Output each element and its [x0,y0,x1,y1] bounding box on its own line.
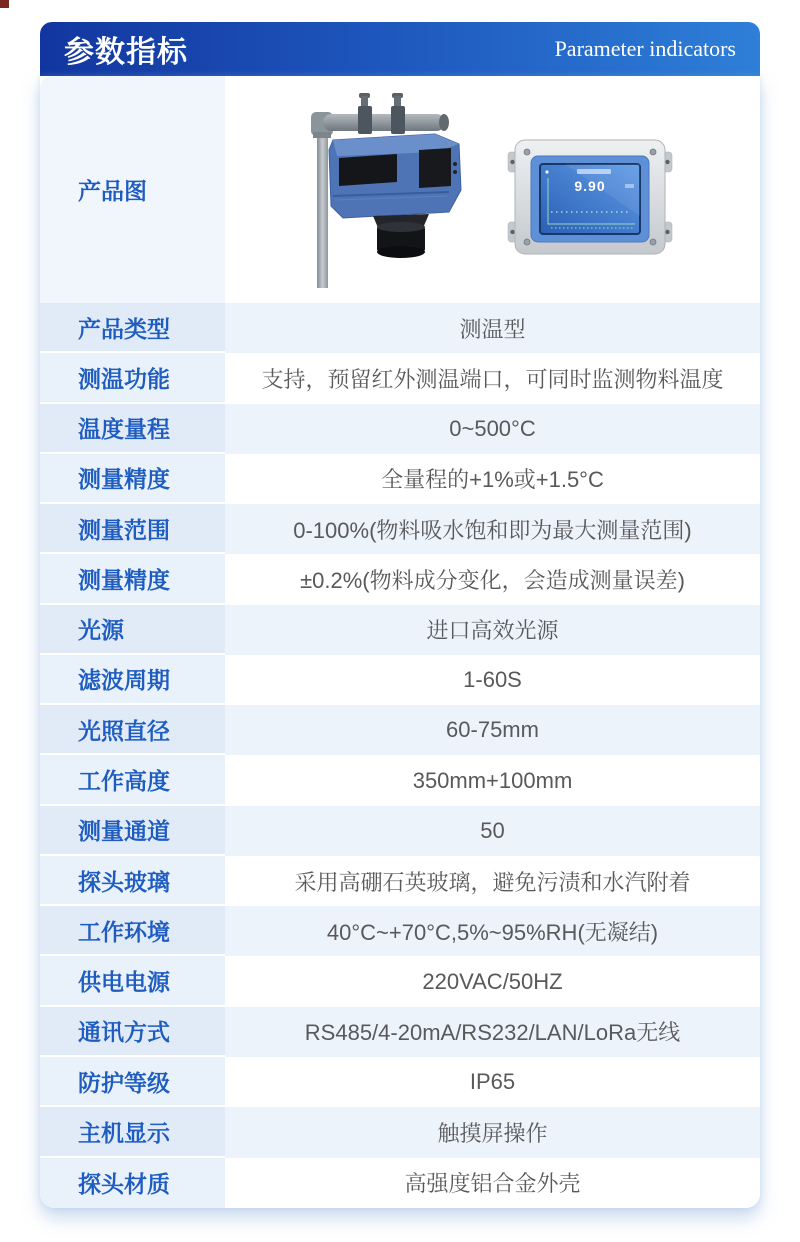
spec-value: 40°C~+70°C,5%~95%RH(无凝结) [225,906,760,956]
section-title: 参数指标 [64,36,188,69]
spec-row [40,504,760,554]
product-images [225,76,760,303]
spec-card [40,76,760,1208]
product-image-row [40,76,760,303]
spec-row [40,404,760,454]
spec-label: 光照直径 [78,717,170,744]
spec-value: 进口高效光源 [225,605,760,655]
spec-label: 探头玻璃 [78,868,170,895]
product-image-label: 产品图 [78,178,147,204]
spec-value: 测温型 [225,303,760,353]
spec-row [40,353,760,403]
corner-artifact [0,0,9,8]
spec-value: 220VAC/50HZ [225,956,760,1006]
spec-row [40,1107,760,1157]
section-header [40,22,760,76]
spec-label: 工作环境 [78,918,170,945]
spec-value: ±0.2%(物料成分变化，会造成测量误差) [225,554,760,604]
spec-label: 产品类型 [78,315,170,342]
spec-label: 防护等级 [78,1069,170,1096]
spec-label: 测量精度 [78,566,170,593]
spec-row [40,705,760,755]
sensor-product-image [311,93,461,288]
section-subtitle: Parameter indicators [554,36,736,61]
spec-value: 50 [225,806,760,856]
spec-value: IP65 [225,1057,760,1107]
spec-row [40,554,760,604]
spec-value: 0-100%(物料吸水饱和即为最大测量范围) [225,504,760,554]
spec-label: 主机显示 [78,1119,170,1146]
spec-row [40,303,760,353]
spec-label: 测温功能 [78,365,170,392]
spec-row [40,454,760,504]
spec-row [40,806,760,856]
spec-value: 1-60S [225,655,760,705]
spec-value: 350mm+100mm [225,755,760,805]
spec-label: 通讯方式 [78,1019,170,1046]
spec-value: 支持，预留红外测温端口，可同时监测物料温度 [225,353,760,403]
spec-label: 工作高度 [78,768,170,795]
spec-row [40,1057,760,1107]
spec-label: 探头材质 [78,1171,170,1198]
spec-row [40,655,760,705]
controller-product-image [508,140,672,254]
spec-row [40,1007,760,1057]
spec-row [40,1158,760,1208]
spec-row [40,605,760,655]
spec-row [40,755,760,805]
spec-label: 滤波周期 [78,667,170,694]
spec-value: 触摸屏操作 [225,1107,760,1157]
controller-screen [540,164,640,234]
spec-value: 高强度铝合金外壳 [225,1158,760,1208]
spec-label: 光源 [78,617,124,644]
controller-screen-value: 9.90 [574,178,606,194]
spec-row [40,956,760,1006]
spec-table [40,303,760,1208]
spec-row [40,906,760,956]
spec-label: 温度量程 [78,416,170,443]
spec-label: 测量范围 [78,516,170,543]
spec-label: 测量精度 [78,466,170,493]
spec-row [40,856,760,906]
spec-label: 测量通道 [78,818,170,845]
spec-label: 供电电源 [78,969,170,996]
spec-value: 采用高硼石英玻璃，避免污渍和水汽附着 [225,856,760,906]
spec-value: 全量程的+1%或+1.5°C [225,454,760,504]
spec-value: 60-75mm [225,705,760,755]
spec-value: RS485/4-20mA/RS232/LAN/LoRa无线 [225,1007,760,1057]
spec-value: 0~500°C [225,404,760,454]
